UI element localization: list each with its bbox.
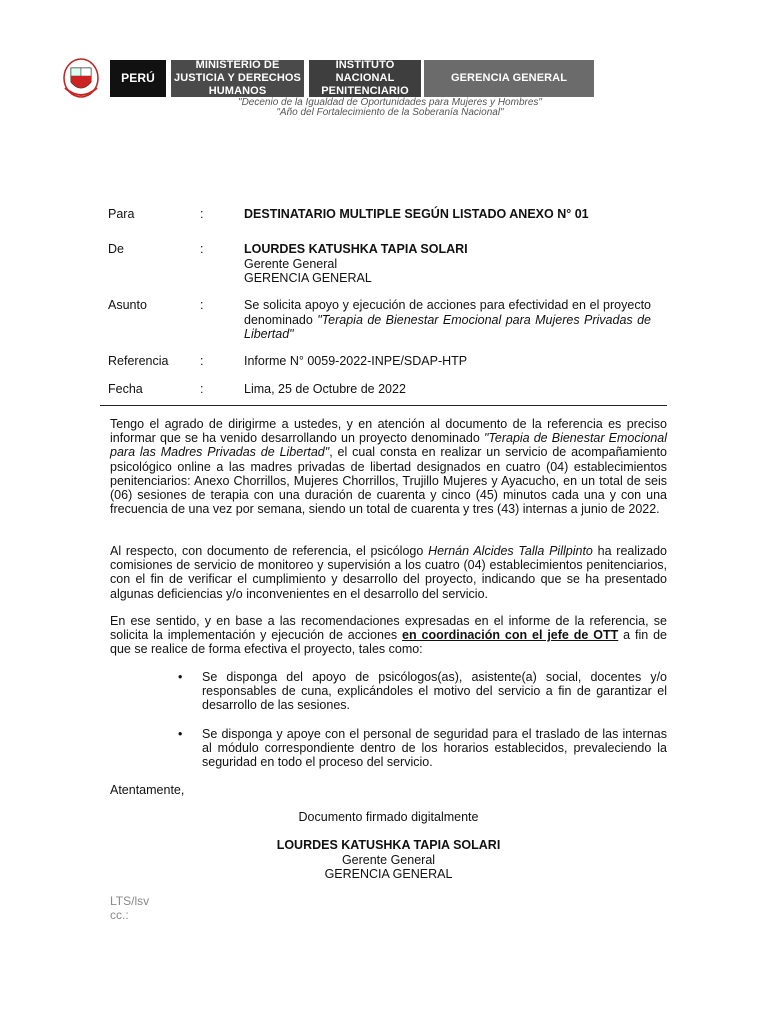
asunto-colon: :	[200, 298, 204, 312]
paragraph-2	[110, 544, 667, 601]
paragraph-3	[110, 614, 667, 657]
p3-text-a: En ese sentido, y en base a las recomendaciones expresadas en el informe de la referencia, se solicita la implementación y ejecución de acciones	[110, 614, 667, 643]
ministry-label: MINISTERIO DE JUSTICIA Y DERECHOS HUMANOS	[171, 60, 304, 97]
institute-label: INSTITUTO NACIONAL PENITENCIARIO	[309, 60, 421, 97]
p2-text-a: Al respecto, con documento de referencia, el psicólogo	[110, 544, 429, 558]
referencia-colon: :	[200, 354, 204, 368]
referencia-label: Referencia	[108, 354, 169, 368]
digital-signature-note: Documento firmado digitalmente	[298, 810, 479, 824]
bullet-text: Se disponga del apoyo de psicólogos(as), asistente(a) social, docentes y/o responsables de cuna, explicándoles el motivo del servicio a fin de garantizar el desarrollo de las sesiones.	[202, 670, 667, 713]
p3-underlined-text: en coordinación con el jefe de OTT	[402, 628, 619, 643]
referencia-value: Informe N° 0059-2022-INPE/SDAP-HTP	[244, 354, 468, 368]
closing: Atentamente,	[110, 783, 185, 797]
asunto-value	[244, 298, 651, 342]
p1-text-b: , el cual consta en realizar un servicio de acompañamiento psicológico online a las madres privadas de libertad designados en cuatro (04) establecimientos penitenciarios: Anexo Chorrillos, Mujeres Chorrillos, Trujillo Mujeres y Ayacucho, en un total de seis (06) sesiones de terapia con una duración de cuarenta y cinco (45) minutos cada una y con una frecuencia de una vez por semana, siendo un total de cuarenta y tres (43) internas a junio de 2022.	[110, 445, 667, 517]
slogan-year: "Año del Fortalecimiento de la Soberanía Nacional"	[276, 107, 504, 118]
footer-cc: cc.:	[110, 908, 129, 922]
de-role: Gerente General	[244, 256, 338, 271]
p2-text-b: ha realizado comisiones de servicio de monitoreo y supervisión a los cuatro (04) establecimientos penitenciarios, con el fin de verificar el cumplimiento y desarrollo del proyecto, indicando que se ha presentado algunas deficiencias y/o inconvenientes en el desarrollo del servicio.	[110, 544, 668, 601]
de-colon: :	[200, 242, 204, 256]
de-office: GERENCIA GENERAL	[244, 271, 372, 285]
fecha-colon: :	[200, 382, 204, 396]
para-value: DESTINATARIO MULTIPLE SEGÚN LISTADO ANEXO N° 01	[244, 207, 589, 221]
office-label: GERENCIA GENERAL	[424, 60, 594, 97]
de-name: LOURDES KATUSHKA TAPIA SOLARI	[244, 242, 468, 256]
fecha-label: Fecha	[108, 382, 143, 396]
de-label: De	[108, 242, 124, 256]
signatory-name: LOURDES KATUSHKA TAPIA SOLARI	[276, 838, 501, 852]
footer-initials: LTS/lsv	[110, 894, 150, 908]
p1-text-a: Tengo el agrado de dirigirme a ustedes, y en atención al documento de la referencia es preciso informar que se ha venido desarrollando un proyecto denominado	[110, 417, 667, 446]
letterhead	[0, 0, 768, 130]
p2-psychologist-name: Hernán Alcides Talla Pillpinto	[428, 544, 593, 558]
p1-project-name: "Terapia de Bienestar Emocional para las Madres Privadas de Libertad"	[110, 431, 668, 460]
bullet-icon: •	[178, 670, 183, 684]
p3-text-b: a fin de que se realice de forma efectiva el proyecto, tales como:	[110, 628, 667, 657]
bullet-icon: •	[178, 727, 183, 741]
bullet-text: Se disponga y apoye con el personal de seguridad para el traslado de las internas al módulo correspondiente dentro de los horarios establecidos, prevaleciendo la seguridad en todo el proceso del servicio.	[202, 727, 667, 770]
asunto-text: Se solicita apoyo y ejecución de acciones para efectividad en el proyecto denominado	[244, 298, 651, 327]
header-divider	[100, 405, 667, 406]
signatory-office: GERENCIA GENERAL	[324, 867, 453, 881]
fecha-value: Lima, 25 de Octubre de 2022	[244, 382, 406, 396]
asunto-project-name: "Terapia de Bienestar Emocional para Mujeres Privadas de Libertad"	[244, 312, 651, 341]
para-colon: :	[200, 207, 204, 221]
para-label: Para	[108, 207, 135, 221]
paragraph-1	[110, 417, 667, 516]
slogan-decade: "Decenio de la Igualdad de Oportunidades para Mujeres y Hombres"	[238, 97, 542, 108]
signature-block	[110, 838, 667, 882]
coat-of-arms-icon	[62, 58, 100, 100]
peru-label: PERÚ	[110, 60, 166, 97]
asunto-label: Asunto	[108, 298, 147, 312]
signatory-role: Gerente General	[341, 852, 436, 867]
de-value	[244, 242, 651, 286]
